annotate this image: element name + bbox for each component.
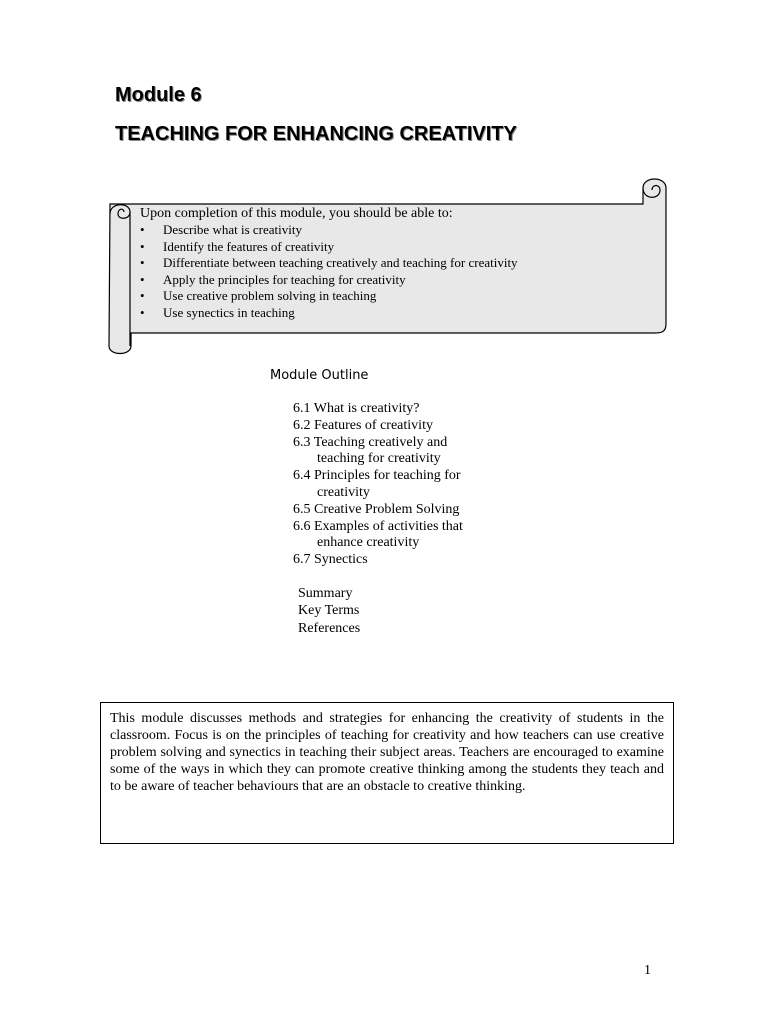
outline-item: [293, 552, 463, 569]
bullet-icon: •: [140, 271, 145, 287]
module-summary-box: [100, 702, 674, 844]
objectives-list: [140, 222, 640, 321]
page-number: 1: [644, 963, 651, 978]
outline-item-text: 6.1 What is creativity?: [293, 401, 420, 416]
outline-item: [293, 401, 463, 418]
objective-text: Differentiate between teaching creatively and teaching for creativity: [163, 255, 518, 270]
outline-item-text: 6.5 Creative Problem Solving: [293, 501, 460, 517]
bullet-icon: •: [140, 288, 145, 303]
objective-text: Use synectics in teaching: [163, 304, 295, 320]
objective-item: [140, 222, 640, 239]
outline-item-text: 6.2 Features of creativity: [293, 417, 433, 433]
objective-item: [140, 239, 640, 256]
outline-item-text: 6.7 Synectics: [293, 552, 368, 568]
bullet-icon: •: [140, 238, 145, 254]
outline-item: [293, 418, 463, 435]
outline-list: [293, 401, 463, 569]
extra-key-terms: Key Terms: [298, 603, 360, 619]
outline-item-continuation: creativity: [317, 484, 370, 500]
bullet-icon: •: [140, 255, 145, 270]
objective-item: [140, 305, 640, 322]
outline-item-text: 6.4 Principles for teaching for: [293, 468, 461, 484]
outline-item-text: 6.3 Teaching creatively and: [293, 434, 448, 450]
objective-text: Describe what is creativity: [163, 222, 302, 237]
outline-item-continuation: enhance creativity: [317, 535, 420, 551]
outline-item: [293, 435, 463, 469]
objective-item: [140, 288, 640, 305]
objective-item: [140, 272, 640, 289]
extra-summary: Summary: [298, 586, 353, 601]
objective-text: Apply the principles for teaching for creativity: [163, 271, 406, 287]
objective-text: Use creative problem solving in teaching: [163, 288, 377, 303]
bullet-icon: •: [140, 222, 145, 237]
objectives-block: [140, 205, 640, 321]
module-label: Module 6: [115, 84, 202, 106]
outline-item-continuation: teaching for creativity: [317, 451, 441, 467]
outline-item: [293, 502, 463, 519]
module-title: TEACHING FOR ENHANCING CREATIVITY: [115, 123, 517, 145]
outline-item-text: 6.6 Examples of activities that: [293, 518, 463, 534]
objective-text: Identify the features of creativity: [163, 238, 335, 254]
bullet-icon: •: [140, 304, 145, 320]
objective-item: [140, 255, 640, 272]
objectives-intro: Upon completion of this module, you should be able to:: [140, 206, 453, 221]
module-summary-text: This module discusses methods and strategies for enhancing the creativity of students in the classroom. Focus is on the principles of teaching for creativity and how teachers can use creative problem solving and synectics in teaching their subject areas. Teachers are encouraged to examine some of the ways in which they can promote creative thinking among the students they teach and to be aware of teacher behaviours that are an obstacle to creative thinking.: [110, 711, 664, 794]
outline-item: [293, 468, 463, 502]
outline-item: [293, 519, 463, 553]
extra-references: References: [298, 620, 361, 636]
outline-extras: [298, 585, 360, 637]
outline-heading: Module Outline: [270, 368, 369, 383]
